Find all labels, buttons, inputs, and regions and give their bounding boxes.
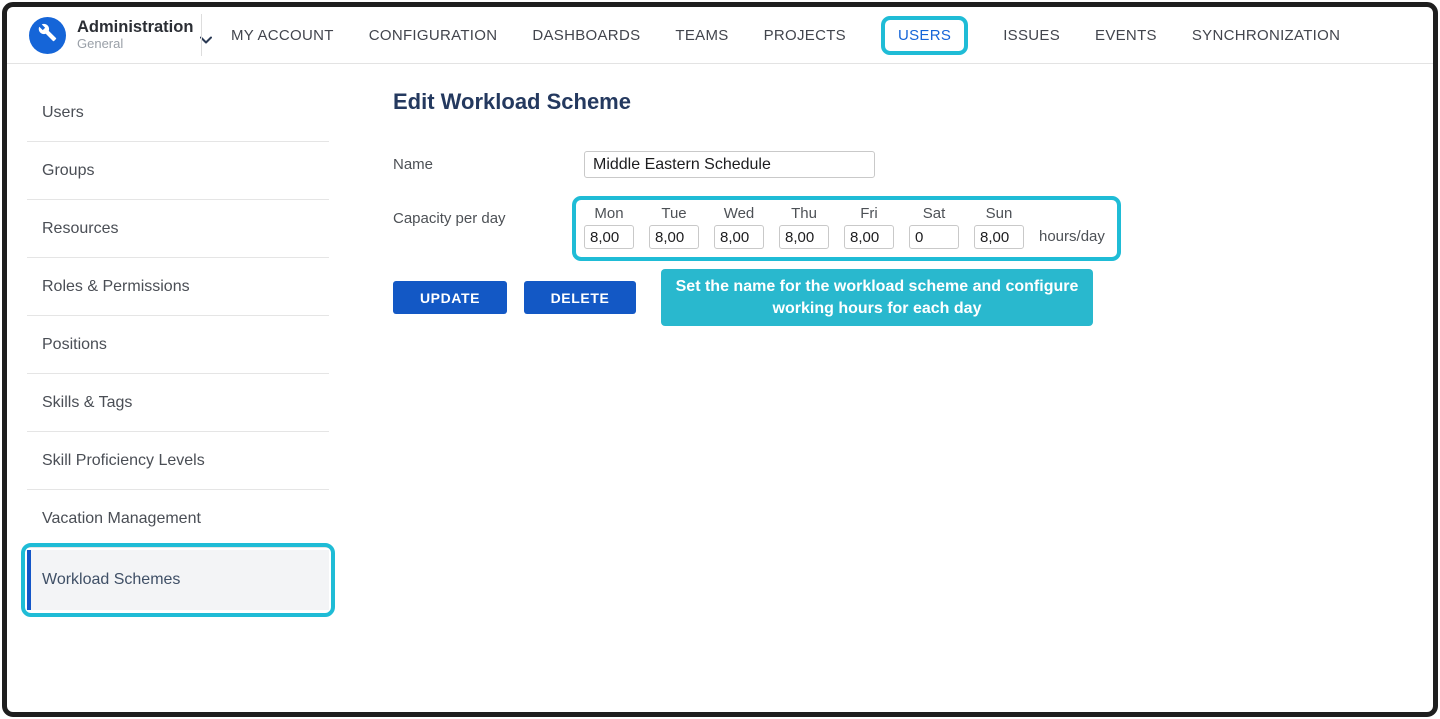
sidebar xyxy=(7,64,329,717)
app-window xyxy=(2,2,1438,717)
nav-item-issues[interactable]: ISSUES xyxy=(1003,26,1061,44)
app-subtitle: General xyxy=(77,36,124,52)
instruction-callout: Set the name for the workload scheme and configure working hours for each day xyxy=(661,269,1093,326)
day-column-fri xyxy=(844,205,894,249)
day-column-sun xyxy=(974,205,1024,249)
day-label-fri: Fri xyxy=(860,205,878,222)
workspace-switcher[interactable] xyxy=(7,17,201,54)
nav-item-projects[interactable]: PROJECTS xyxy=(763,26,846,44)
delete-button[interactable]: DELETE xyxy=(524,281,636,314)
main-content xyxy=(329,64,1433,717)
app-logo xyxy=(29,17,66,54)
nav-divider xyxy=(201,14,202,56)
nav-item-dashboards[interactable]: DASHBOARDS xyxy=(532,26,641,44)
page-title: Edit Workload Scheme xyxy=(393,89,631,114)
day-label-mon: Mon xyxy=(594,205,624,222)
day-column-wed xyxy=(714,205,764,249)
day-label-wed: Wed xyxy=(723,205,755,222)
workload-scheme-form xyxy=(393,151,1433,326)
day-column-sat xyxy=(909,205,959,249)
wrench-icon xyxy=(38,23,57,47)
day-label-tue: Tue xyxy=(661,205,687,222)
update-button[interactable]: UPDATE xyxy=(393,281,507,314)
hours-per-day-unit: hours/day xyxy=(1039,228,1105,245)
nav-items xyxy=(231,16,1340,55)
day-column-thu xyxy=(779,205,829,249)
day-label-sun: Sun xyxy=(985,205,1013,222)
sidebar-item-roles-permissions[interactable]: Roles & Permissions xyxy=(27,258,329,316)
nav-item-configuration[interactable]: CONFIGURATION xyxy=(368,26,498,44)
day-input-sat[interactable] xyxy=(909,225,959,249)
sidebar-item-skills-tags[interactable]: Skills & Tags xyxy=(27,374,329,432)
day-column-mon xyxy=(584,205,634,249)
name-input[interactable] xyxy=(584,151,875,178)
nav-item-synchronization[interactable]: SYNCHRONIZATION xyxy=(1191,26,1341,44)
sidebar-list xyxy=(27,84,329,610)
app-title: Administration xyxy=(77,18,194,37)
nav-item-events[interactable]: EVENTS xyxy=(1095,26,1157,44)
day-label-thu: Thu xyxy=(791,205,817,222)
nav-item-teams[interactable]: TEAMS xyxy=(675,26,729,44)
sidebar-item-vacation-management[interactable]: Vacation Management xyxy=(27,490,329,548)
day-input-wed[interactable] xyxy=(714,225,764,249)
sidebar-item-resources[interactable]: Resources xyxy=(27,200,329,258)
sidebar-item-skill-proficiency-levels[interactable]: Skill Proficiency Levels xyxy=(27,432,329,490)
capacity-per-day-label: Capacity per day xyxy=(393,210,506,227)
name-label: Name xyxy=(393,156,434,173)
nav-item-users[interactable]: USERS xyxy=(881,16,968,55)
nav-item-my-account[interactable]: MY ACCOUNT xyxy=(231,26,334,44)
brand-text xyxy=(77,18,193,51)
capacity-highlight-annotation xyxy=(572,196,1121,261)
sidebar-item-positions[interactable]: Positions xyxy=(27,316,329,374)
day-label-sat: Sat xyxy=(922,205,946,222)
sidebar-selected-wrap xyxy=(27,550,329,610)
day-input-thu[interactable] xyxy=(779,225,829,249)
day-input-tue[interactable] xyxy=(649,225,699,249)
sidebar-item-users[interactable]: Users xyxy=(27,84,329,142)
chevron-down-icon xyxy=(200,31,212,49)
day-input-sun[interactable] xyxy=(974,225,1024,249)
top-navigation xyxy=(7,7,1433,64)
sidebar-item-groups[interactable]: Groups xyxy=(27,142,329,200)
day-input-fri[interactable] xyxy=(844,225,894,249)
day-column-tue xyxy=(649,205,699,249)
day-input-mon[interactable] xyxy=(584,225,634,249)
sidebar-item-workload-schemes[interactable]: Workload Schemes xyxy=(27,550,329,610)
